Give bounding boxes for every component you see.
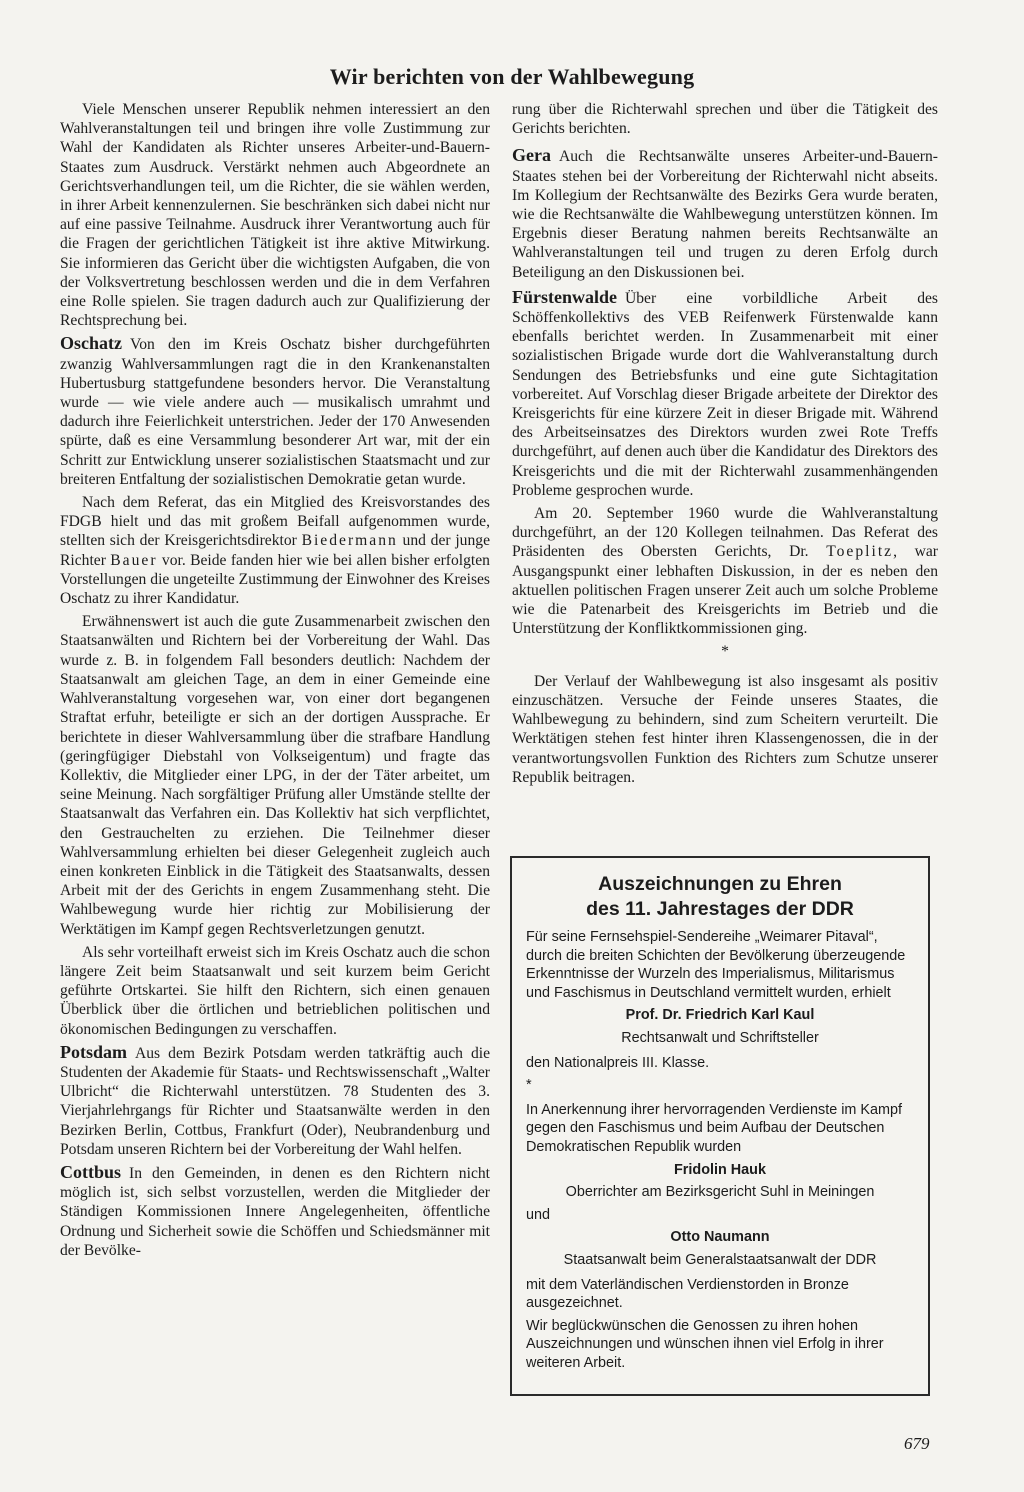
awardee-naumann-role: Staatsanwalt beim Generalstaatsanwalt der DDR xyxy=(563,1251,877,1268)
gera-heading: Gera xyxy=(512,145,551,166)
intro-paragraph: Viele Menschen unserer Republik nehmen interessiert an den Wahlveranstaltungen teil und bringen ihre volle Zustimmung zur Wahl der Kandidaten als Richter unseres Arbeiter-und-Bauern-Staates zum Ausdruck. Verstärkt nehmen auch Abgeordnete an Gerichtsverhandlungen teil, um die Richter, die sie wählen werden, in ihrer Arbeit kennenzulernen. Sie beschränken sich dabei nicht nur auf eine passive Teilnahme. Ausdruck ihrer Verantwortung auch für die Fragen der gerichtlichen Tätigkeit ist ihre aktive Mitwirkung. Sie informieren das Gericht über die wichtigsten Aufgaben, die von der Volksvertretung beschlossen werden und die in dem Verfahren eine Rolle spielen. Sie tragen dadurch auch zur Qualifizierung der Rechtsprechung bei. xyxy=(60,101,490,330)
article-title: Wir berichten von der Wahlbewegung xyxy=(329,64,695,89)
potsdam-heading: Potsdam xyxy=(60,1041,127,1062)
closing-paragraph: Der Verlauf der Wahlbewegung ist also insgesamt als positiv einzuschätzen. Versuche der Feinde unseres Staates, die Wahlbewegung zu behindern, sind zum Scheitern verurteilt. Die Werktätigen stehen fest hinter ihren Klassengenossen, die in der verantwortungsvollen Funktion des Richters zum Schutze unserer Republik beitragen. xyxy=(512,672,938,786)
oschatz-heading: Oschatz xyxy=(60,333,122,354)
potsdam-section xyxy=(60,1043,490,1159)
oschatz-section xyxy=(60,334,490,489)
awardee-naumann: Otto Naumann xyxy=(670,1229,770,1246)
gera-section xyxy=(512,146,938,281)
award-verdienstorden: mit dem Vaterländischen Verdienstorden in Bronze ausgezeichnet. xyxy=(526,1276,849,1312)
awardee-kaul: Prof. Dr. Friedrich Karl Kaul xyxy=(625,1007,815,1024)
fuerstenwalde-heading: Fürstenwalde xyxy=(512,286,617,307)
box-closing: Wir beglückwünschen die Genossen zu ihren hohen Auszeichnungen und wünschen ihnen viel Erfolg in ihrer weiteren Arbeit. xyxy=(526,1317,884,1371)
award-paragraph-1: Für seine Fernsehspiel-Sendereihe „Weimarer Pitaval“, durch die breiten Schichten der Bevölkerung überzeugende Erkenntnisse der Wurzeln des Imperialismus, Militarismus und Faschismus in Deutschland vermittelt wurden, erhielt xyxy=(526,929,906,1001)
awards-box xyxy=(510,856,930,1396)
left-column xyxy=(60,100,490,1264)
oschatz-paragraph-1: Von den im Kreis Oschatz bisher durchgeführten zwanzig Wahlversammlungen ragt die in den Krankenanstalten Hubertusburg stattgefundene besonders hervor. Die Veranstaltung wurde — wie viele andere auch — musikalisch umrahmt und dadurch ihre Feierlichkeit unterstrichen. Jeder der 170 Anwesenden spürte, daß es eine Versammlung besonderer Art war, mit der ein Schritt zur Entwicklung unserer sozialistischen Staatsmacht und zur breiteren Entfaltung der sozialistischen Demokratie getan wurde. xyxy=(60,336,490,488)
potsdam-paragraph: Aus dem Bezirk Potsdam werden tatkräftig auch die Studenten der Akademie für Staats- und Rechtswissenschaft „Walter Ulbricht“ die Richterwahl unterstützen. 78 Studenten des 3. Vierjahrlehrgangs für Richter und Staatsanwälte werden in den Bezirken Berlin, Cottbus, Frankfurt (Oder), Neubrandenburg und Potsdam unseren Richtern bei der Vorbereitung der Wahl helfen. xyxy=(60,1044,490,1158)
right-column xyxy=(512,100,938,791)
awardee-hauk: Fridolin Hauk xyxy=(674,1161,766,1178)
und-text: und xyxy=(526,1206,551,1223)
cottbus-paragraph: In den Gemeinden, in denen es den Richtern nicht möglich ist, sich selbst vorzustellen, werden die Mitglieder der Ständigen Kommissionen Innere Angelegenheiten, öffentliche Ordnung und Sicherheit sowie die Schöffen und Schiedsmänner mit der Bevölke- xyxy=(60,1164,490,1259)
page-number: 679 xyxy=(904,1434,930,1453)
name-toeplitz: Toeplitz xyxy=(826,543,894,561)
name-biedermann: Biedermann xyxy=(301,532,398,550)
cottbus-heading: Cottbus xyxy=(60,1161,122,1182)
award-paragraph-2: In Anerkennung ihrer hervorragenden Verdienste im Kampf gegen den Faschismus und beim Aufbau der Deutschen Demokratischen Republik wurden xyxy=(526,1101,902,1155)
box-separator-star: * xyxy=(526,1077,532,1094)
oschatz-paragraph-4: Als sehr vorteilhaft erweist sich im Kreis Oschatz auch die schon längere Zeit beim Staatsanwalt und seit kurzem beim Gericht geführte Ortskartei. Sie hilft den Richtern, sich einen genauen Überblick über die örtlichen und betrieblichen politischen und ökonomischen Bedingungen zu verschaffen. xyxy=(60,943,490,1038)
section-separator-star: * xyxy=(721,643,729,661)
oschatz-paragraph-2: Nach dem Referat, das ein Mitglied des Kreisvorstandes des FDGB hielt und das mit großem Beifall aufgenommen wurde, stellten sich der Kreisgerichtsdirektor Biedermann und der junge Richter Bauer vor. Beide fanden hier wie bei allen bisher erfolgten Vorstellungen die ungeteilte Zustimmung der Einwohner des Kreises Oschatz zu ihrer Kandidatur. xyxy=(60,494,490,608)
awardee-kaul-role: Rechtsanwalt und Schriftsteller xyxy=(621,1029,819,1046)
cottbus-section xyxy=(60,1163,490,1260)
continuation-paragraph: rung über die Richterwahl sprechen und über die Tätigkeit des Gerichts berichten. xyxy=(512,101,938,138)
award-nationalpreis: den Nationalpreis III. Klasse. xyxy=(526,1054,710,1071)
fuerstenwalde-paragraph-2: Am 20. September 1960 wurde die Wahlveranstaltung durchgeführt, an der 120 Kollegen teilnahmen. Das Referat des Präsidenten des Obersten Gerichts, Dr. Toeplitz, war Ausgangspunkt einer lebhaften Diskussion, in der es neben den aktuellen politischen Fragen unserer Zeit auch um solche Probleme wie die Patenarbeit des Kreisgerichts im Betrieb und die Unterstützung der Konfliktkommissionen ging. xyxy=(512,505,938,638)
fuerstenwalde-section xyxy=(512,288,938,500)
awardee-hauk-role: Oberrichter am Bezirksgericht Suhl in Meiningen xyxy=(565,1184,875,1201)
fuerstenwalde-paragraph-1: Über eine vorbildliche Arbeit des Schöffenkollektivs des VEB Reifenwerk Fürstenwalde kann ebenfalls berichtet werden. In Zusammenarbeit mit einer sozialistischen Brigade wurde dort die Wahlveranstaltung durch Sendungen des Betriebsfunks und eine gute Sichtagitation vorbereitet. Auf Vorschlag dieser Brigade arbeitete der Direktor des Kreisgerichts für eine kürzere Zeit in dieser Brigade mit. Während des Arbeitseinsatzes des Direktors wurden zwei Rote Treffs durchgeführt, auf denen auch über die Kandidatur des Direktors des Kreisgerichts und die mit der Richterwahl zusammenhängenden Probleme gesprochen wurde. xyxy=(512,289,938,499)
name-bauer: Bauer xyxy=(110,551,158,569)
oschatz-paragraph-3: Erwähnenswert ist auch die gute Zusammenarbeit zwischen den Staatsanwälten und Richtern bei der Vorbereitung der Wahl. Das wurde z. B. in folgendem Fall besonders deutlich: Nachdem der Staatsanwalt am gleichen Tage, an dem in einer Gemeinde eine Wahlveranstaltung vorgesehen war, von einer dort begangenen Straftat erfuhr, beteiligte er sich an der dortigen Aussprache. Er berichtete in dieser Wahlversammlung über die strafbare Handlung (geringfügiger Diebstahl von Volkseigentum) und fragte das Kollektiv, die Mitglieder einer LPG, in der der Täter arbeitet, um seine Meinung. Nach sorgfältiger Prüfung aller Umstände stellte der Staatsanwalt das Verfahren ein. Das Kollektiv hat sich verpflichtet, den Gestrauchelten zu erziehen. Die Teilnehmer dieser Wahlversammlung erhielten bei dieser Gelegenheit zugleich auch einen konkreten Einblick in die Tätigkeit des Staatsanwalts, dessen Arbeit mit der des Gerichts in engem Zusammenhang steht. Die Wahlbewegung wurde hier richtig zur Mobilisierung der Werktätigen im Kampf gegen Rechtsverletzungen genutzt. xyxy=(60,613,490,938)
gera-paragraph: Auch die Rechtsanwälte unseres Arbeiter-und-Bauern-Staates stehen bei der Vorbereitung der Richterwahl nicht abseits. Im Kollegium der Rechtsanwälte des Bezirks Gera wurde beraten, wie die Rechtsanwälte die Wahlbewegung unterstützen können. Im Ergebnis dieser Beratung nahmen bereits Rechtsanwälte an Wahlveranstaltungen teil und trugen zu deren Erfolg durch Beteiligung an den Diskussionen bei. xyxy=(512,148,938,281)
awards-box-title: Auszeichnungen zu Ehren des 11. Jahrestages der DDR xyxy=(586,873,854,920)
